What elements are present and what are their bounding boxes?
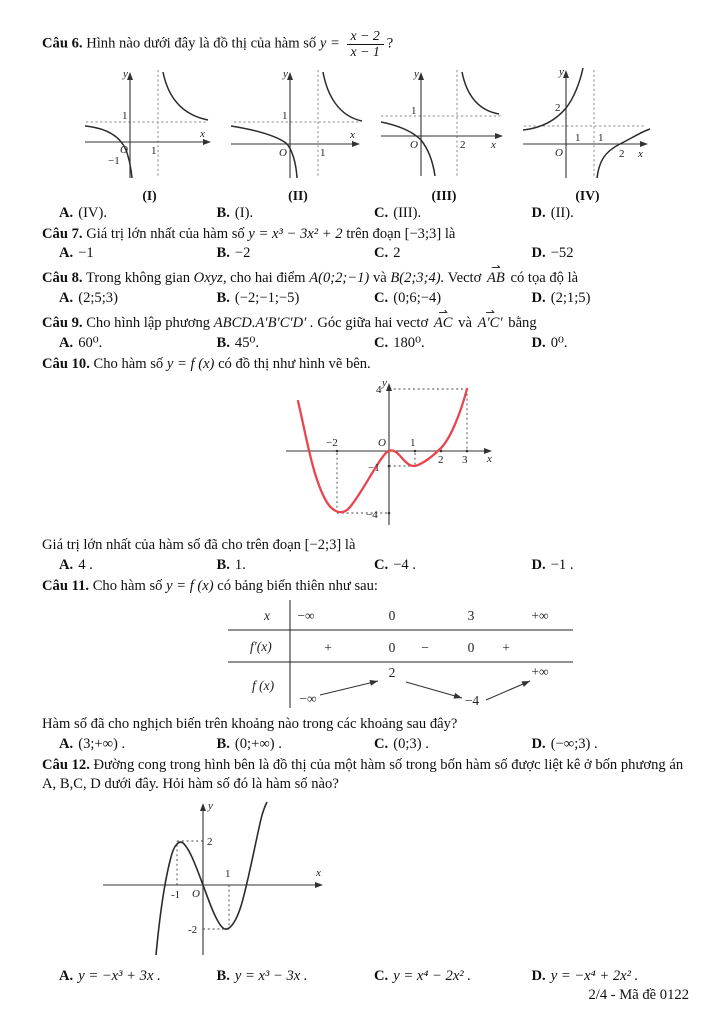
answer-text: (II). [550, 204, 574, 221]
question-12-text: Đường cong trong hình bên là đồ thị của một hàm số trong bốn hàm số được liệt kê ở bốn phương án A, B,C, D dưới đây. Hỏi hàm số đó là hàm số nào? [42, 756, 684, 793]
answer-option-a [42, 334, 217, 352]
x-axis-arrow [640, 141, 648, 147]
question-7-text: Giá trị lớn nhất của hàm số [86, 225, 245, 242]
axis-label-y: y [414, 67, 419, 80]
answer-letter: D. [531, 335, 546, 352]
question-6-text: Hình nào dưới đây là đồ thị của hàm số [86, 35, 317, 52]
answer-option-d [532, 290, 690, 307]
tick-dot [414, 450, 417, 453]
variation-table-svg [228, 600, 573, 708]
x-value-0: 0 [388, 608, 396, 624]
question-6-stem [42, 29, 689, 60]
axis-label-y: y [382, 376, 387, 389]
hyperbola-graph-4 [520, 64, 655, 182]
answer-text: −2 [234, 245, 251, 262]
axis-label-x: x [316, 866, 321, 879]
answer-text: 1. [234, 556, 246, 573]
fprime-sign-3: + [502, 640, 510, 656]
x-value-neg-inf: −∞ [297, 608, 315, 624]
answer-text: (0;+∞) . [234, 735, 282, 752]
answer-letter: A. [59, 335, 74, 352]
question-6-graphs [42, 61, 689, 204]
origin-label: O [120, 143, 128, 156]
answer-text: (0;6;−4) [393, 289, 442, 306]
answer-letter: A. [59, 245, 74, 262]
hyperbola-graph-3 [379, 64, 509, 182]
answer-option-c [374, 968, 532, 985]
answer-letter: C. [374, 967, 389, 984]
tick-label-y1: 1 [411, 104, 417, 117]
answer-letter: B. [216, 967, 230, 984]
increase-arrow [320, 681, 378, 695]
graph-caption-1: (I) [142, 187, 157, 203]
decrease-arrow [406, 682, 462, 698]
tick-label-1: 1 [410, 436, 416, 449]
f-value-min: −4 [464, 693, 480, 709]
tick-label-y1: 1 [282, 109, 288, 122]
axis-label-x: x [487, 452, 492, 465]
fprime-sign-2: − [421, 640, 429, 656]
answer-option-b [217, 245, 375, 262]
answer-letter: C. [374, 556, 389, 573]
graph-panel-1 [82, 64, 217, 204]
question-9-stem [42, 310, 689, 334]
tick-dot [388, 465, 391, 468]
x-value-3: 3 [467, 608, 475, 624]
answer-option-d [532, 334, 690, 352]
answer-text: (2;5;3) [78, 289, 118, 306]
question-10-continuation [42, 536, 689, 556]
f-value-max: 2 [388, 665, 396, 681]
question-8-text2: cho hai điểm [230, 270, 306, 287]
question-11-label: Câu 11. [42, 577, 90, 594]
answer-text: 4 . [78, 556, 93, 573]
row-header-f: f (x) [252, 678, 275, 694]
tick-label-x1: 1 [598, 131, 604, 144]
answer-text: −1 [78, 245, 94, 262]
row-header-fprime: f′(x) [250, 639, 272, 655]
curve-lower-branch [381, 122, 435, 176]
question-10-text: Cho hàm số [93, 356, 164, 373]
fprime-sign-1: + [324, 640, 332, 656]
question-9-label: Câu 9. [42, 314, 83, 331]
tick-label-x1: 1 [151, 144, 157, 157]
question-10-text4: là [344, 536, 356, 553]
hyperbola-graph-1 [82, 64, 217, 182]
curve-upper-branch [323, 72, 362, 121]
question-11-text3: Hàm số đã cho nghịch biến trên khoảng nào trong các khoảng sau đây? [42, 716, 458, 733]
answer-option-b [217, 736, 375, 753]
hyperbola-graph-2 [228, 64, 368, 182]
tick-label-y1: 1 [122, 109, 128, 122]
question-7-stem [42, 225, 689, 245]
answer-letter: D. [531, 967, 546, 984]
answer-letter: C. [374, 289, 389, 306]
tick-label-x1: 1 [320, 146, 326, 159]
question-10-stem [42, 355, 689, 375]
question-8-text5: có tọa độ là [510, 270, 579, 287]
tick-label-neg4: −4 [366, 508, 378, 521]
answer-option-c [374, 205, 532, 222]
question-6-answers [42, 205, 689, 222]
answer-letter: B. [216, 335, 230, 352]
answer-letter: A. [59, 967, 74, 984]
answer-letter: C. [374, 335, 389, 352]
question-11-text2: có bảng biến thiên như sau: [217, 577, 378, 594]
question-6-label: Câu 6. [42, 35, 83, 52]
curve-left-branch [523, 65, 583, 130]
y-axis-arrow [287, 72, 293, 80]
tick-dot [466, 450, 469, 453]
question-12-graph [95, 797, 689, 964]
x-axis-arrow [315, 882, 323, 888]
q9-vector-ac: AC ⇀ [432, 314, 455, 334]
question-8-label: Câu 8. [42, 270, 83, 287]
origin-label: O [555, 146, 563, 159]
answer-letter: D. [531, 289, 546, 306]
answer-text: (2;1;5) [550, 289, 591, 306]
q10-interval: [−2;3] [304, 536, 342, 553]
answer-option-a [42, 290, 217, 307]
axis-label-y: y [283, 67, 288, 80]
question-9-answers [42, 334, 689, 352]
answer-letter: A. [59, 204, 74, 221]
origin-label: O [378, 436, 386, 449]
axis-label-x: x [200, 127, 205, 140]
answer-option-b [217, 205, 375, 222]
answer-text: 180⁰. [393, 335, 425, 352]
y-axis-arrow [127, 72, 133, 80]
axis-label-y: y [559, 65, 564, 78]
answer-text: −52 [550, 245, 574, 262]
origin-label: O [192, 887, 200, 900]
question-8-text4: Vectơ [447, 270, 482, 287]
curve-lower-branch [231, 126, 297, 178]
x-axis-arrow [352, 141, 360, 147]
tick-dot [388, 388, 391, 391]
question-11-stem [42, 577, 689, 597]
answer-text: 60⁰. [78, 335, 103, 352]
quartic-function-graph [284, 377, 499, 529]
arrow-head [453, 693, 462, 701]
answer-option-a [42, 968, 217, 985]
q7-interval: [−3;3] [404, 225, 442, 242]
answer-option-d [532, 557, 690, 574]
fprime-zero-2: 0 [467, 640, 475, 656]
answer-option-b [217, 557, 375, 574]
tick-label-x2: 2 [460, 138, 466, 151]
question-9-text2: Góc giữa hai vectơ [317, 314, 429, 331]
answer-option-d [532, 205, 690, 222]
answer-option-b [217, 290, 375, 307]
question-9-text4: bằng [508, 314, 537, 331]
q8-oxyz: Oxyz, [193, 270, 227, 287]
x-value-pos-inf: +∞ [531, 608, 549, 624]
y-axis-arrow [563, 70, 569, 78]
axis-label-x: x [638, 147, 643, 160]
answer-letter: B. [216, 289, 230, 306]
axis-label-y: y [208, 799, 213, 812]
question-7-text2: trên đoạn [346, 225, 401, 242]
question-12-answers [42, 968, 689, 985]
q11-formula: y = f (x) [166, 577, 214, 594]
answer-option-c [374, 557, 532, 574]
answer-letter: D. [531, 245, 546, 262]
answer-text: 45⁰. [234, 335, 259, 352]
answer-text: (3;+∞) . [78, 735, 126, 752]
graph-caption-4: (IV) [575, 187, 600, 203]
answer-letter: B. [216, 735, 230, 752]
tick-label-4: 4 [376, 383, 382, 396]
answer-option-b [217, 968, 375, 985]
answer-text: (I). [234, 204, 254, 221]
curve-upper-branch [462, 72, 499, 114]
q6-fraction-numerator: x − 2 [347, 29, 384, 45]
tick-dot [388, 512, 391, 515]
answer-option-a [42, 736, 217, 753]
q8-point-b: B(2;3;4). [390, 270, 445, 287]
answer-text: (IV). [78, 204, 107, 221]
graph-panel-3 [379, 64, 509, 204]
q8-vector-ab: AB ⇀ [485, 269, 507, 289]
graph-caption-2: (II) [288, 187, 308, 203]
f-value-neg-inf: −∞ [299, 691, 317, 707]
answer-text: y = −x³ + 3x . [78, 967, 161, 984]
x-axis-arrow [495, 133, 503, 139]
q6-question-mark: ? [386, 35, 394, 52]
answer-text: −4 . [393, 556, 417, 573]
tick-label-neg1: −1 [108, 154, 120, 167]
question-8-text: Trong không gian [85, 270, 190, 287]
question-9-text: Cho hình lập phương [86, 314, 211, 331]
y-axis-arrow [418, 72, 424, 80]
answer-letter: C. [374, 735, 389, 752]
answer-text: y = x³ − 3x . [234, 967, 308, 984]
question-10-answers [42, 557, 689, 574]
answer-text: 0⁰. [550, 335, 568, 352]
tick-label-neg1: −1 [368, 461, 380, 474]
tick-label-x2: 2 [619, 147, 625, 160]
answer-text: 2 [393, 245, 401, 262]
question-7-answers [42, 245, 689, 262]
page-footer: 2/4 - Mã đề 0122 [588, 987, 689, 1003]
question-9-text3: và [458, 314, 472, 331]
function-curve [156, 799, 267, 955]
tick-label-2: 2 [207, 835, 213, 848]
question-12-stem [42, 756, 689, 795]
answer-letter: A. [59, 289, 74, 306]
q8-point-a: A(0;2;−1) [309, 270, 370, 287]
answer-letter: A. [59, 556, 74, 573]
answer-letter: D. [531, 735, 546, 752]
arrow-head [521, 678, 531, 687]
answer-option-a [42, 205, 217, 222]
axis-label-y: y [123, 67, 128, 80]
question-7-label: Câu 7. [42, 225, 83, 242]
question-7-text3: là [444, 225, 456, 242]
question-10-text3: Giá trị lớn nhất của hàm số đã cho trên đoạn [42, 536, 301, 553]
y-axis-arrow [200, 803, 206, 811]
row-header-x: x [264, 608, 270, 624]
axis-label-x: x [491, 138, 496, 151]
question-11-text: Cho hàm số [92, 577, 163, 594]
fprime-zero-1: 0 [388, 640, 396, 656]
tick-dot [336, 450, 339, 453]
question-10-label: Câu 10. [42, 356, 90, 373]
tick-label-3: 3 [462, 453, 468, 466]
variation-table [228, 600, 689, 713]
answer-text: −1 . [550, 556, 574, 573]
answer-letter: B. [216, 245, 230, 262]
origin-label: O [279, 146, 287, 159]
question-8-text3: và [372, 270, 387, 287]
answer-letter: B. [216, 204, 230, 221]
q9-cube-name: ABCD.A′B′C′D′ . [213, 314, 314, 331]
answer-letter: D. [531, 556, 546, 573]
answer-letter: C. [374, 245, 389, 262]
arrow-head [370, 678, 379, 686]
answer-option-c [374, 245, 532, 262]
graph-panel-4 [520, 64, 655, 204]
answer-option-c [374, 736, 532, 753]
answer-letter: C. [374, 204, 389, 221]
q6-fraction-denominator: x − 1 [350, 43, 380, 59]
q10-formula: y = f (x) [166, 356, 215, 373]
answer-text: (0;3) . [393, 735, 429, 752]
answer-option-a [42, 557, 217, 574]
question-10-text2: có đồ thị như hình vẽ bên. [218, 356, 371, 373]
cubic-function-graph [95, 797, 335, 959]
question-10-graph [284, 377, 689, 534]
tick-label-2: 2 [438, 453, 444, 466]
answer-text: (−∞;3) . [550, 735, 598, 752]
question-8-stem [42, 265, 689, 289]
answer-text: y = −x⁴ + 2x² . [550, 967, 639, 984]
answer-option-a [42, 245, 217, 262]
tick-label-neg2: -2 [188, 923, 198, 936]
answer-option-c [374, 334, 532, 352]
question-11-answers [42, 736, 689, 753]
tick-label-1: 1 [225, 867, 231, 880]
answer-letter: A. [59, 735, 74, 752]
curve-upper-branch [163, 72, 208, 120]
tick-label-neg1: -1 [171, 888, 181, 901]
answer-option-d [532, 968, 690, 985]
tick-label-neg2: −2 [326, 436, 338, 449]
answer-text: (III). [393, 204, 422, 221]
f-value-pos-inf: +∞ [531, 664, 549, 680]
answer-letter: D. [531, 204, 546, 221]
origin-label: O [410, 138, 418, 151]
tick-label-y1: 1 [575, 131, 581, 144]
answer-letter: B. [216, 556, 230, 573]
tick-label-y2: 2 [555, 101, 561, 114]
q6-fraction [347, 29, 384, 60]
question-12-label: Câu 12. [42, 756, 90, 773]
q7-formula: y = x³ − 3x² + 2 [248, 225, 343, 242]
answer-text: y = x⁴ − 2x² . [393, 967, 471, 984]
answer-option-d [532, 736, 690, 753]
answer-option-d [532, 245, 690, 262]
q9-vector-apcp: A′C′ ⇀ [476, 314, 505, 334]
graph-caption-3: (III) [431, 187, 457, 203]
graph-panel-2 [228, 64, 368, 204]
question-8-answers [42, 290, 689, 307]
answer-text: (−2;−1;−5) [234, 289, 300, 306]
question-11-continuation [42, 715, 689, 735]
axis-label-x: x [350, 128, 355, 141]
q6-formula-lhs: y = [319, 35, 340, 52]
answer-option-b [217, 334, 375, 352]
